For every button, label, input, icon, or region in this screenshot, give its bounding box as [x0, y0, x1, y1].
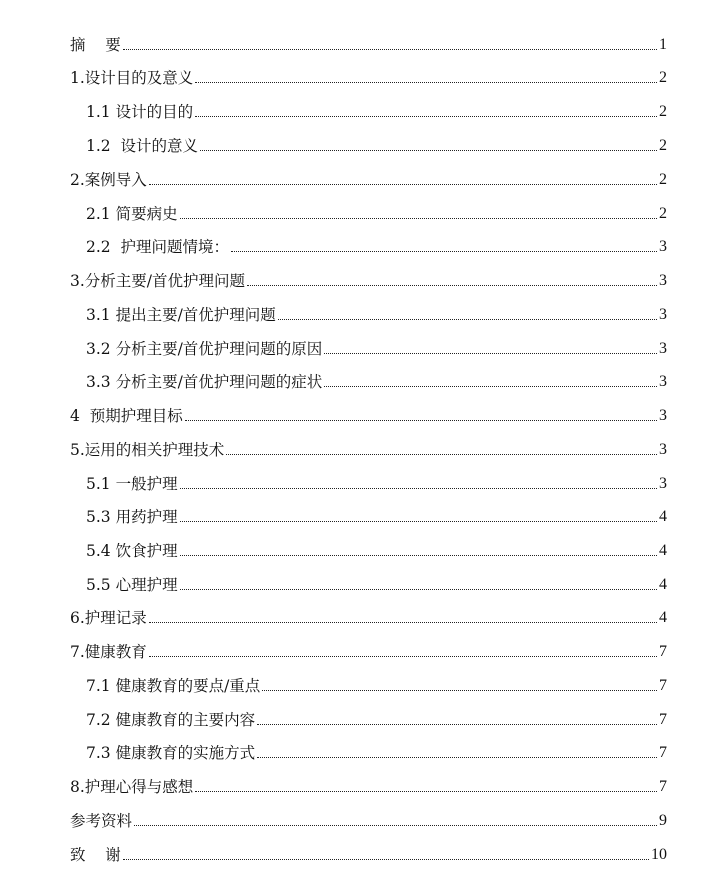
dot-leader — [149, 622, 657, 623]
toc-entry-page: 3 — [659, 238, 667, 255]
dot-leader — [257, 757, 657, 758]
dot-leader — [257, 724, 657, 725]
toc-entry-page: 7 — [659, 677, 667, 694]
toc-entry-title: 摘 要 — [70, 36, 121, 54]
toc-entry-5-4[interactable] — [0, 536, 720, 560]
toc-entry-4[interactable] — [0, 401, 720, 425]
toc-entry-title: 2.案例导入 — [70, 171, 147, 189]
dot-leader — [185, 420, 657, 421]
dot-leader — [180, 488, 657, 489]
toc-entry-2[interactable] — [0, 165, 720, 189]
toc-entry-title: 5.运用的相关护理技术 — [70, 441, 225, 459]
toc-entry-5[interactable] — [0, 435, 720, 459]
toc-entry-title: 2.2 护理问题情境： — [86, 238, 230, 256]
dot-leader — [180, 521, 657, 522]
toc-entry-page: 3 — [659, 340, 667, 357]
toc-entry-page: 10 — [651, 846, 667, 863]
toc-entry-title: 5.4 饮食护理 — [86, 542, 178, 560]
toc-entry-title: 1.1 设计的目的 — [86, 103, 194, 121]
dot-leader — [324, 353, 657, 354]
toc-entry-page: 3 — [659, 407, 667, 424]
toc-entry-page: 7 — [659, 711, 667, 728]
toc-entry-page: 4 — [659, 542, 667, 559]
toc-entry-7-1[interactable] — [0, 671, 720, 695]
toc-entry-title: 6.护理记录 — [70, 609, 147, 627]
dot-leader — [195, 82, 657, 83]
toc-entry-acknowledgements[interactable] — [0, 840, 720, 864]
toc-entry-5-1[interactable] — [0, 469, 720, 493]
toc-entry-8[interactable] — [0, 772, 720, 796]
toc-entry-page: 4 — [659, 576, 667, 593]
toc-entry-title: 7.健康教育 — [70, 643, 147, 661]
dot-leader — [149, 184, 657, 185]
toc-entry-page: 3 — [659, 373, 667, 390]
dot-leader — [226, 454, 657, 455]
toc-entry-3-1[interactable] — [0, 300, 720, 324]
dot-leader — [149, 656, 657, 657]
toc-entry-title: 2.1 简要病史 — [86, 205, 178, 223]
toc-entry-page: 2 — [659, 103, 667, 120]
toc-entry-abstract[interactable] — [0, 30, 720, 54]
dot-leader — [123, 49, 657, 50]
toc-entry-title: 3.分析主要/首优护理问题 — [70, 272, 246, 290]
toc-entry-title: 7.3 健康教育的实施方式 — [86, 744, 256, 762]
toc-entry-page: 2 — [659, 69, 667, 86]
toc-entry-references[interactable] — [0, 806, 720, 830]
toc-entry-7-2[interactable] — [0, 705, 720, 729]
dot-leader — [247, 285, 657, 286]
toc-entry-page: 2 — [659, 205, 667, 222]
toc-entry-page: 3 — [659, 475, 667, 492]
toc-entry-page: 4 — [659, 609, 667, 626]
toc-entry-page: 9 — [659, 812, 667, 829]
dot-leader — [324, 386, 657, 387]
toc-entry-2-2[interactable] — [0, 232, 720, 256]
toc-entry-3-3[interactable] — [0, 367, 720, 391]
toc-entry-title: 3.2 分析主要/首优护理问题的原因 — [86, 340, 323, 358]
dot-leader — [123, 859, 649, 860]
toc-entry-page: 2 — [659, 137, 667, 154]
toc-entry-title: 参考资料 — [70, 812, 133, 830]
toc-entry-title: 5.1 一般护理 — [86, 475, 178, 493]
toc-entry-page: 3 — [659, 272, 667, 289]
dot-leader — [195, 791, 657, 792]
toc-entry-3[interactable] — [0, 266, 720, 290]
toc-entry-page: 3 — [659, 441, 667, 458]
toc-entry-3-2[interactable] — [0, 334, 720, 358]
toc-entry-1-2[interactable] — [0, 131, 720, 155]
toc-entry-title: 1.设计目的及意义 — [70, 69, 194, 87]
toc-entry-page: 4 — [659, 508, 667, 525]
toc-entry-6[interactable] — [0, 603, 720, 627]
dot-leader — [262, 690, 657, 691]
dot-leader — [200, 150, 657, 151]
toc-entry-title: 5.3 用药护理 — [86, 508, 178, 526]
toc-entry-1[interactable] — [0, 63, 720, 87]
toc-entry-title: 7.1 健康教育的要点/重点 — [86, 677, 261, 695]
toc-entry-1-1[interactable] — [0, 97, 720, 121]
toc-entry-title: 8.护理心得与感想 — [70, 778, 194, 796]
toc-entry-5-5[interactable] — [0, 570, 720, 594]
toc-entry-title: 3.3 分析主要/首优护理问题的症状 — [86, 373, 323, 391]
toc-entry-5-3[interactable] — [0, 502, 720, 526]
toc-entry-page: 3 — [659, 306, 667, 323]
dot-leader — [278, 319, 657, 320]
toc-entry-page: 2 — [659, 171, 667, 188]
toc-entry-page: 7 — [659, 778, 667, 795]
dot-leader — [180, 589, 657, 590]
dot-leader — [180, 218, 657, 219]
toc-entry-7-3[interactable] — [0, 738, 720, 762]
toc-entry-page: 7 — [659, 744, 667, 761]
toc-entry-title: 3.1 提出主要/首优护理问题 — [86, 306, 276, 324]
toc-entry-7[interactable] — [0, 637, 720, 661]
dot-leader — [134, 825, 657, 826]
toc-entry-title: 4 预期护理目标 — [70, 407, 183, 425]
toc-entry-title: 5.5 心理护理 — [86, 576, 178, 594]
toc-entry-title: 7.2 健康教育的主要内容 — [86, 711, 256, 729]
toc-entry-title: 1.2 设计的意义 — [86, 137, 199, 155]
toc-entry-title: 致 谢 — [70, 846, 121, 864]
dot-leader — [180, 555, 657, 556]
toc-entry-page: 7 — [659, 643, 667, 660]
toc-entry-2-1[interactable] — [0, 199, 720, 223]
toc-entry-page: 1 — [659, 36, 667, 53]
dot-leader — [231, 251, 657, 252]
dot-leader — [195, 116, 657, 117]
